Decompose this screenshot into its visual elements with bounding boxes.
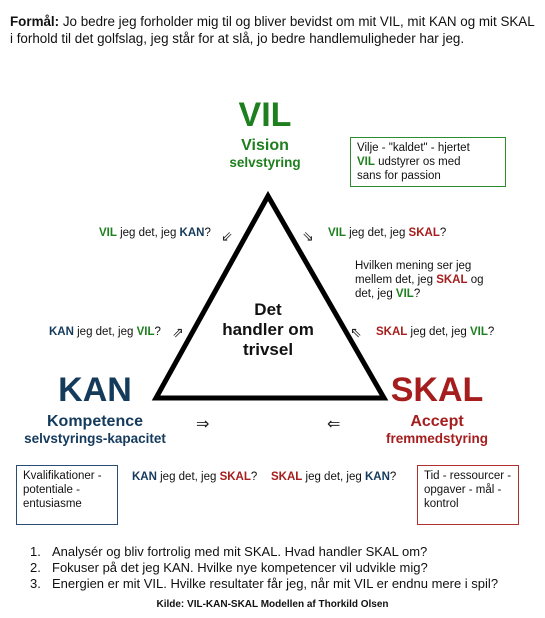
kan-title: KAN [58,371,132,409]
skal-title: SKAL [390,371,484,409]
vil-description-box [350,137,506,187]
vil-box-line-1: Vilje - "kaldet" - hjertet [357,142,470,154]
steps-list [30,544,498,592]
center-line-2: handler om [222,320,314,339]
kan-subtitle: Kompetence [46,413,144,430]
skal-description-box [417,465,519,525]
vil-box-line-2-rest: udstyrer os med [374,156,461,168]
kan-description-box [16,465,118,525]
vil-box-line-3: sans for passion [357,170,441,182]
vil-title: VIL [238,96,292,134]
arrow-up-right-icon: ⇗ [172,324,184,340]
question-kan-vil: KAN jeg det, jeg VIL? [49,326,161,338]
kan-subtitle-2: selvstyrings-kapacitet [24,431,166,446]
question-skal-vil: SKAL jeg det, jeg VIL? [376,326,495,338]
meaning-line-1: Hvilken mening ser jeg [355,260,472,272]
skal-box-line-3: kontrol [424,498,459,510]
vil-box-line-2 [357,155,499,169]
purpose-label: Formål: [10,14,60,29]
vil-box-emphasis: VIL [357,156,375,168]
skal-box-line-1: Tid - ressourcer - [424,470,512,482]
arrow-down-left-icon: ⇙ [221,228,233,244]
kan-heading [20,371,170,447]
question-skal-kan: SKAL jeg det, jeg KAN? [271,471,397,483]
vil-subtitle-2: selvstyring [229,155,301,170]
step-item: 2. Fokuser på det jeg KAN. Hvilke nye kompetencer vil udvikle mig? [30,560,428,575]
vil-subtitle: Vision [241,137,289,154]
skal-subtitle-2: fremmedstyring [385,431,489,446]
step-item: 3. Energien er mit VIL. Hvilke resultater får jeg, når mit VIL er endnu mere i spil? [30,576,499,591]
kan-box-line-3: entusiasme [23,498,82,510]
step-item: 1. Analysér og bliv fortrolig med mit SKAL. Hvad handler SKAL om? [30,544,428,559]
center-line-1: Det [254,300,282,319]
skal-box-line-2: opgaver - mål - [424,484,502,496]
kan-box-line-2: potentiale - [23,484,80,496]
arrow-down-right-icon: ⇘ [302,228,314,244]
triangle-center-text [218,300,318,360]
question-vil-kan: VIL jeg det, jeg KAN? [99,227,211,239]
kan-box-line-1: Kvalifikationer - [23,470,102,482]
skal-subtitle: Accept [410,413,464,430]
skal-heading [377,371,497,447]
meaning-question [355,259,515,301]
meaning-line-2: mellem det, jeg SKAL og [355,274,484,286]
vil-heading [205,96,325,171]
question-vil-skal: VIL jeg det, jeg SKAL? [328,227,447,239]
arrow-left-icon: ⇐ [327,416,341,433]
question-kan-skal: KAN jeg det, jeg SKAL? [132,471,258,483]
center-line-3: trivsel [242,340,294,359]
source-caption: Kilde: VIL-KAN-SKAL Modellen af Thorkild Olsen [156,599,389,610]
arrow-right-icon: ⇒ [196,416,210,433]
purpose-body: Jo bedre jeg forholder mig til og bliver bevidst om mit VIL, mit KAN og mit SKAL i forhold til det golfslag, jeg står for at slå, jo bedre handlemuligheder har jeg. [10,14,535,46]
arrow-up-left-icon: ⇖ [350,324,362,340]
meaning-line-3: det, jeg VIL? [355,288,421,300]
